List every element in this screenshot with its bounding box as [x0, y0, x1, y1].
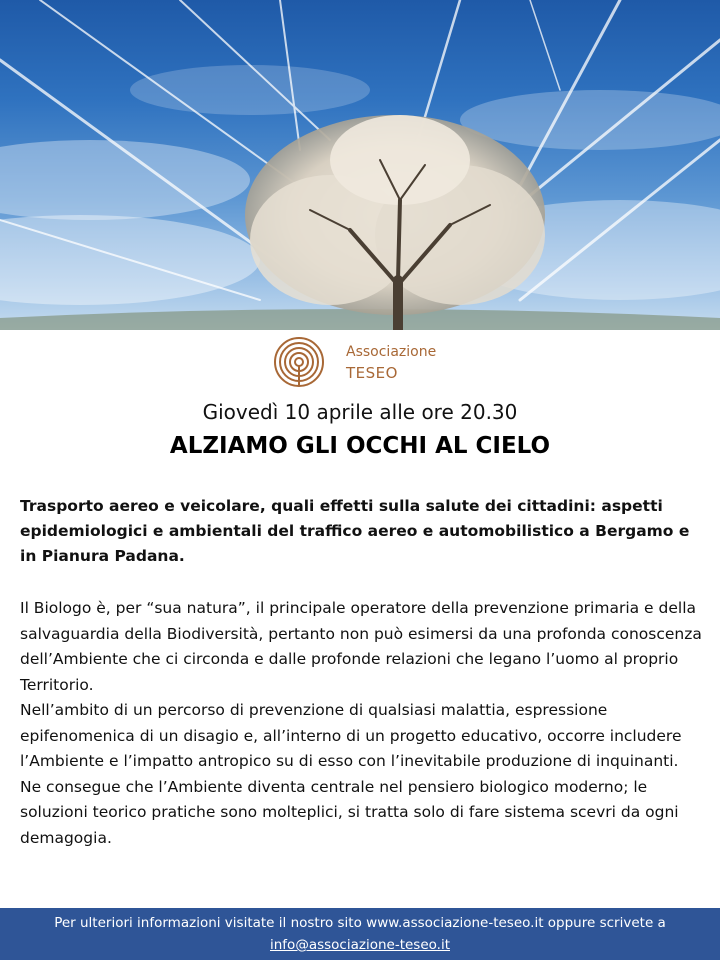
logo-text-line2: TESEO	[346, 364, 398, 382]
logo-text-line1: Associazione	[346, 344, 437, 360]
body-text	[20, 596, 710, 851]
sky-tree-photo-icon	[0, 0, 720, 330]
header-photo	[0, 0, 720, 330]
footer-bar	[0, 908, 720, 960]
footer-email-link[interactable]: info@associazione-teseo.it	[270, 937, 450, 953]
association-logo	[268, 336, 448, 392]
body-paragraph-3: Ne consegue che l’Ambiente diventa centrale nel pensiero biologico moderno; le soluzioni teorico pratiche sono molteplici, si tratta solo di fare sistema scevri da ogni demagogia.	[20, 777, 679, 847]
footer-text: Per ulteriori informazioni visitate il nostro sito www.associazione-teseo.it oppure scrivete a	[54, 915, 666, 931]
body-paragraph-2: Nell’ambito di un percorso di prevenzione di qualsiasi malattia, espressione epifenomenica di un disagio e, all’interno di un progetto educativo, occorre includere l’Ambiente e l’impatto antropico su di esso con l’inevitabile produzione di inquinanti.	[20, 701, 682, 770]
event-title: ALZIAMO GLI OCCHI AL CIELO	[169, 433, 551, 459]
labyrinth-icon	[268, 336, 330, 388]
intro-paragraph: Trasporto aereo e veicolare, quali effetti sulla salute dei cittadini: aspetti epidemiologici e ambientali del traffico aereo e automobilistico a Bergamo e in Pianura Padana.	[20, 497, 690, 565]
event-date: Giovedì 10 aprile alle ore 20.30	[202, 400, 518, 424]
body-paragraph-1: Il Biologo è, per “sua natura”, il principale operatore della prevenzione primaria e della salvaguardia della Biodiversità, pertanto non può esimersi da una profonda conoscenza dell’Ambiente che ci circonda e dalle profonde relazioni che legano l’uomo al proprio Territorio.	[20, 599, 702, 694]
